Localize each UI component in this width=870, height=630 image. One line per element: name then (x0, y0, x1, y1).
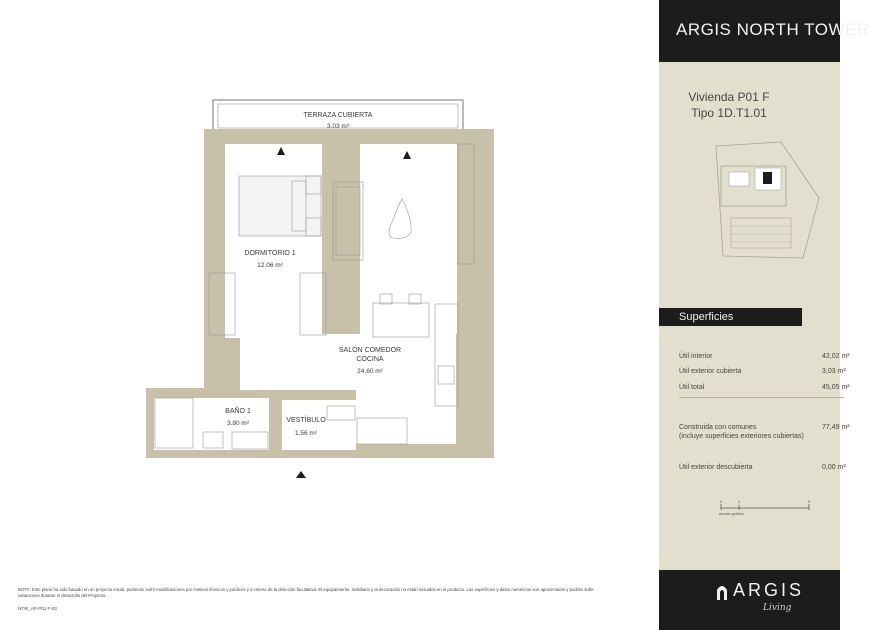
surface-label: Útil total (679, 384, 705, 391)
uncovered-value: 0,00 m² (822, 464, 846, 471)
built-value: 77,49 m² (822, 424, 850, 431)
brand-title: ARGIS NORTH TOWER (676, 20, 870, 39)
surface-label: Útil interior (679, 353, 713, 360)
unit-type: Tipo 1D.T1.01 (691, 106, 767, 120)
surfaces-title: Superficies (679, 311, 734, 323)
surface-divider (679, 397, 844, 398)
logo-subtitle: Living (763, 603, 792, 613)
scale-tick-0: 0 (719, 499, 723, 504)
info-sidebar (659, 0, 870, 630)
brand-header (659, 0, 870, 62)
brand-footer (659, 570, 840, 630)
bedroom-area: 12.06 m² (257, 262, 283, 269)
scale-caption: escala gráfica (719, 511, 744, 516)
bathroom-area: 3.80 m² (226, 420, 250, 427)
terrace-area: 3.03 m² (326, 123, 350, 130)
argis-logo-icon (715, 582, 729, 600)
bathroom-label: BAÑO 1 (225, 408, 251, 415)
key-plan (711, 138, 821, 258)
living-area: 24.60 m² (357, 368, 383, 375)
living-label: SALÓN COMEDOR (338, 347, 402, 354)
living-label-2: COCINA (356, 356, 384, 363)
surface-label: Útil exterior cubierta (679, 368, 742, 375)
built-label-note: (incluye superficies exteriores cubiertas) (679, 433, 804, 440)
unit-name: Vivienda P01 F (688, 90, 770, 104)
built-label: Construida con comunes (679, 424, 757, 431)
terrace-label: TERRAZA CUBIERTA (303, 112, 373, 119)
uncovered-label: Útil exterior descubierta (679, 464, 753, 471)
surface-value: 3,03 m² (822, 368, 846, 375)
logo-text: ARGIS (733, 580, 805, 600)
surface-value: 42,02 m² (822, 353, 850, 360)
scale-tick-5: 5 (807, 499, 811, 504)
hall-area: 1.56 m² (294, 430, 318, 437)
hall-label: VESTÍBULO (286, 417, 326, 424)
disclaimer-note: NOTA: Este plano ha sido basado en un proyecto inicial, pudiendo sufrir modificaciones por motivos técnicos y jurídicos y a criterio de la dirección facultativa. El equipamiento, mobiliario y la decoración no están incluidos en el producto. Las superficies y datos numéricos son aproximados y podrán sufrir variaciones durante el desarrollo del Proyecto. (18, 587, 594, 598)
scale-tick-1: 1 (737, 499, 741, 504)
surfaces-header (659, 308, 802, 326)
bedroom-label: DORMITORIO 1 (244, 250, 296, 257)
plan-reference: NTW_AP-P01 F-03 (18, 606, 57, 611)
surface-value: 45,05 m² (822, 384, 850, 391)
